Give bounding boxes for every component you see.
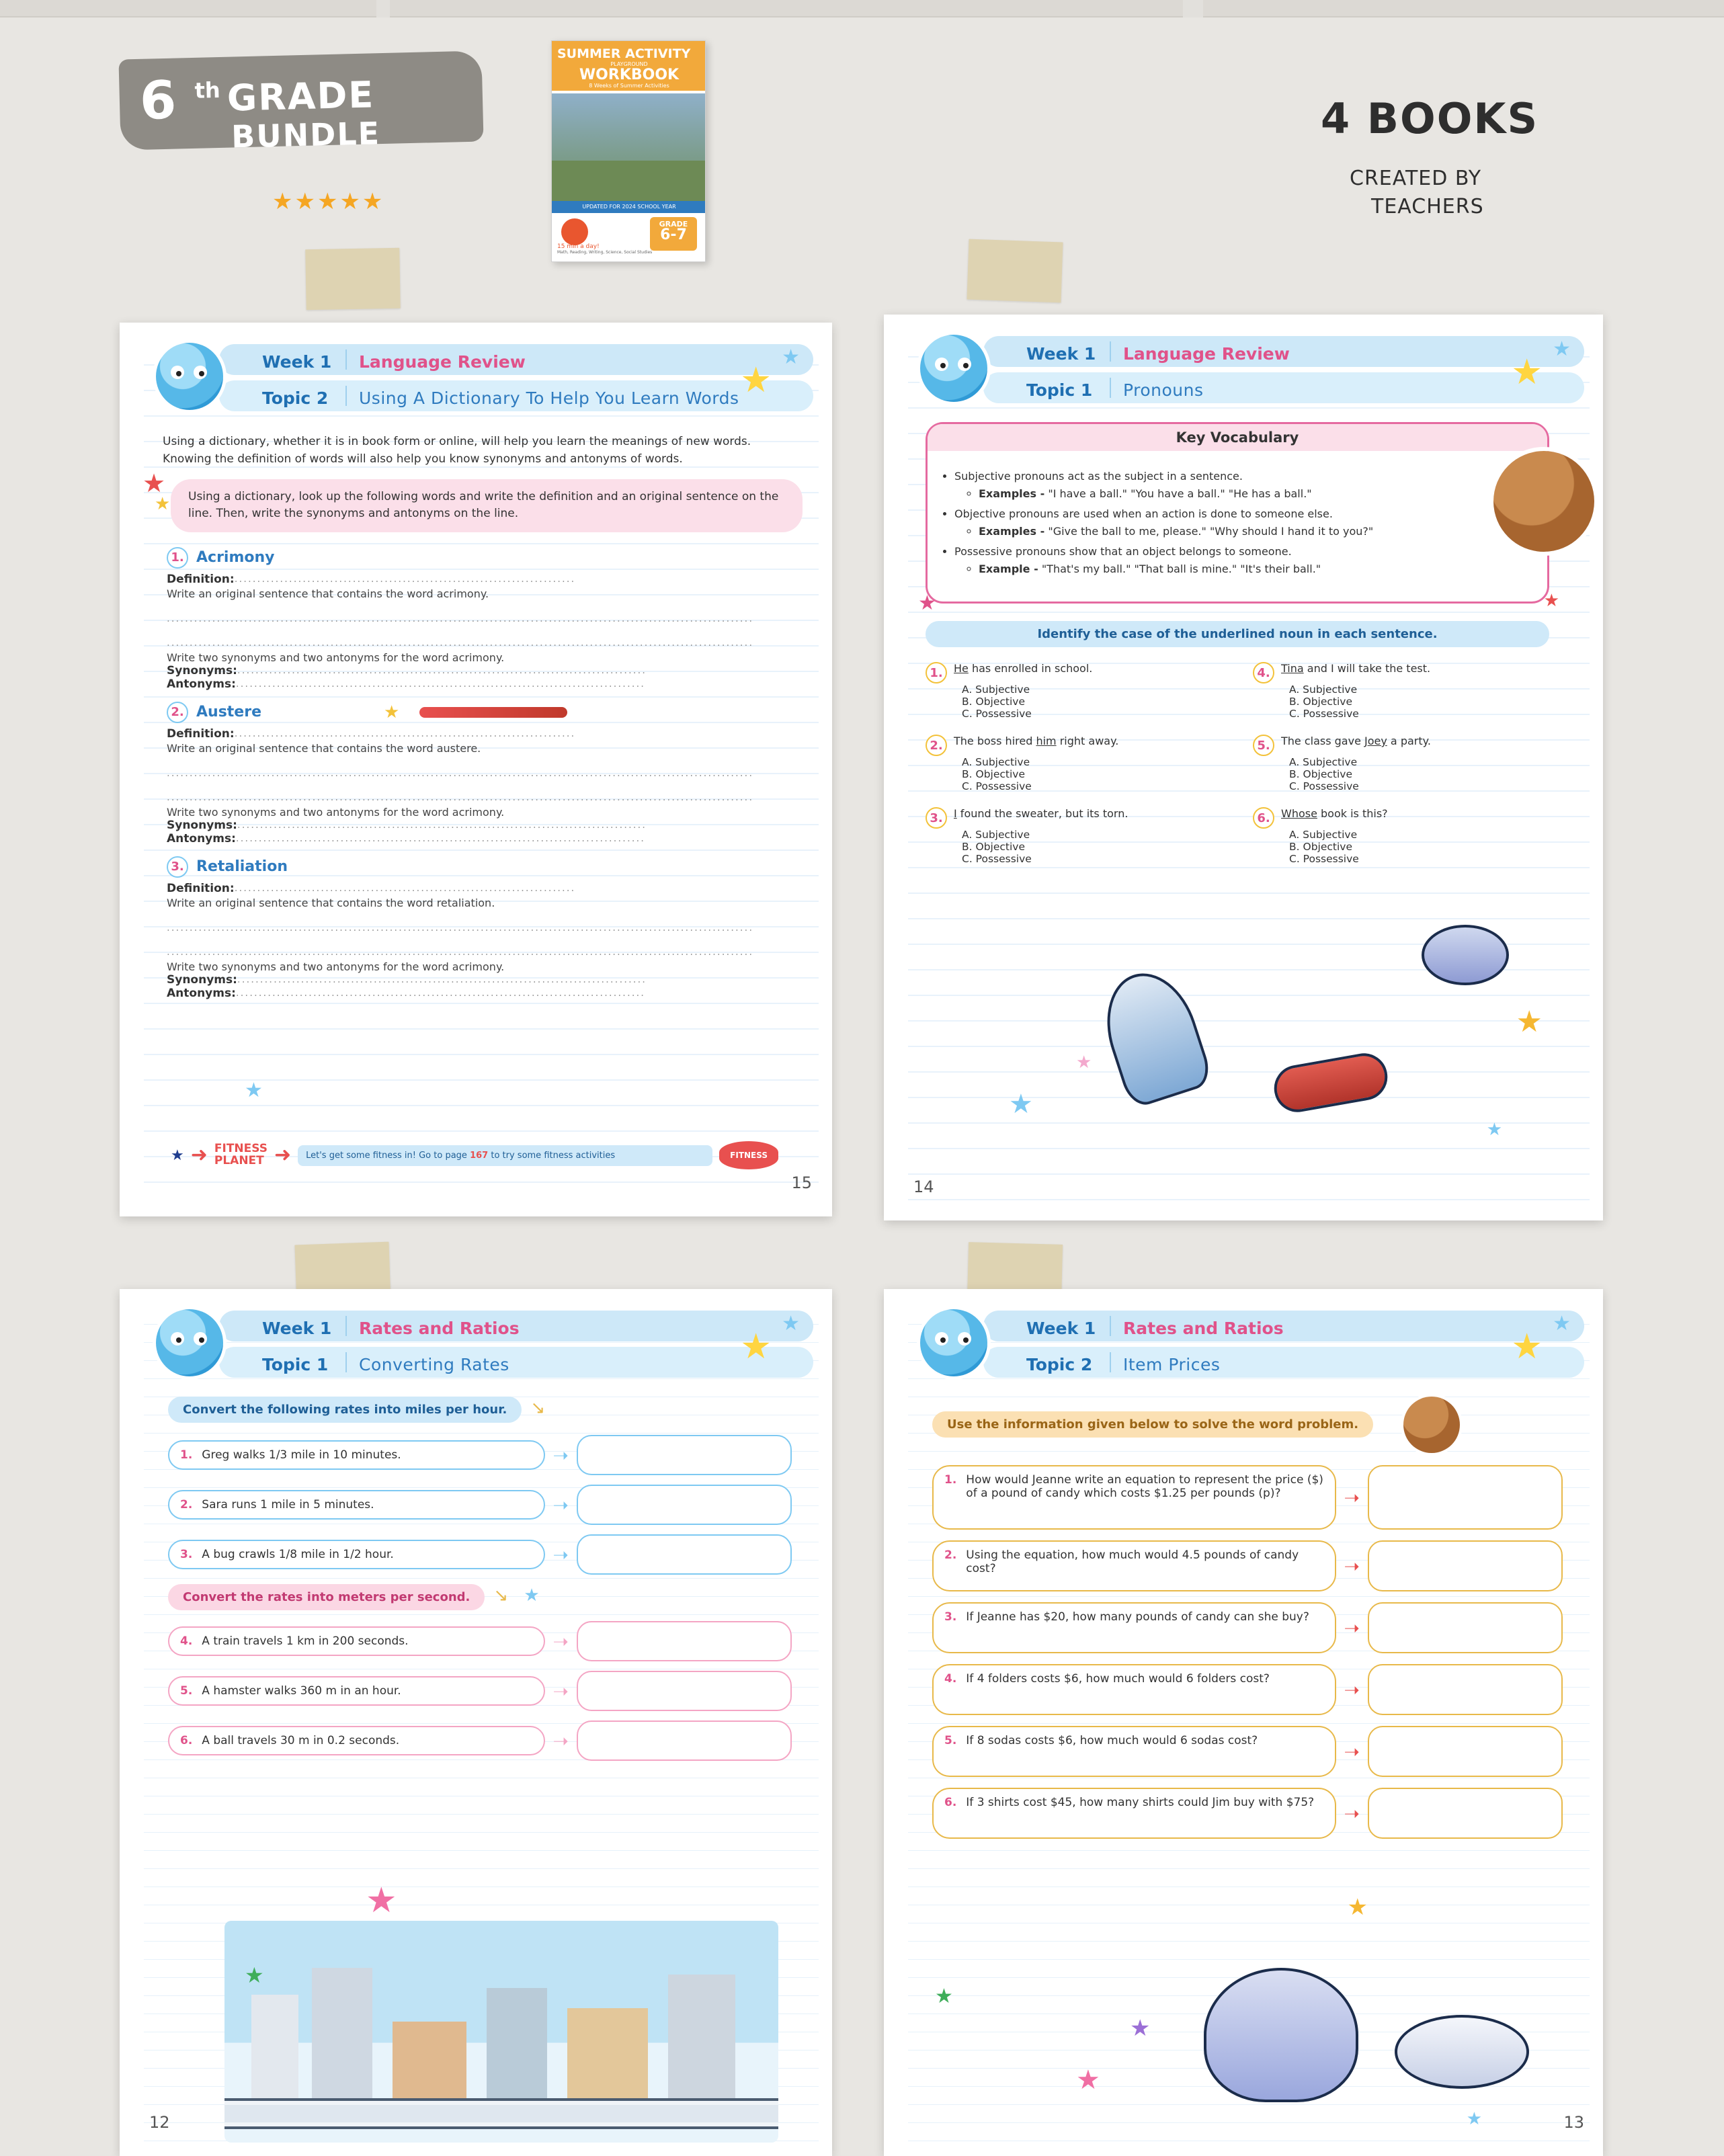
star-gold-icon: ★ bbox=[1516, 1005, 1543, 1039]
ufo-icon bbox=[1204, 1968, 1358, 2102]
question-text: How would Jeanne write an equation to represent the price ($) of a pound of candy which costs $1.25 per pounds (p)? bbox=[966, 1473, 1323, 1500]
option-a[interactable]: A. Subjective bbox=[1289, 829, 1358, 841]
question-text: If Jeanne has $20, how many pounds of candy can she buy? bbox=[966, 1610, 1309, 1624]
star-purple-icon: ★ bbox=[1130, 2015, 1151, 2042]
sentence-write-line-2[interactable]: ................................................................................................................................. bbox=[167, 636, 754, 649]
vocab-word: Acrimony bbox=[196, 549, 275, 567]
star-pink-icon: ★ bbox=[1076, 1052, 1092, 1073]
topic-label: Topic 2 bbox=[262, 388, 329, 408]
option-c[interactable]: C. Possessive bbox=[962, 780, 1032, 792]
books-count-title: 4 BOOKS bbox=[1321, 94, 1539, 143]
question-number: 5. bbox=[944, 1734, 957, 1747]
arrow-right-icon-2: ➜ bbox=[274, 1143, 292, 1167]
question-text: A hamster walks 360 m in an hour. bbox=[202, 1684, 401, 1698]
item-number: 1. bbox=[167, 547, 188, 569]
vocab-item bbox=[167, 547, 800, 691]
option-c[interactable]: C. Possessive bbox=[962, 708, 1032, 720]
q-after: right away. bbox=[1056, 735, 1119, 747]
workbook-cover-image bbox=[551, 40, 706, 262]
q-after: a party. bbox=[1387, 735, 1431, 747]
fitness-footer bbox=[171, 1141, 778, 1169]
q-underlined: Whose bbox=[1281, 807, 1317, 820]
star-red-icon: ★ bbox=[1543, 591, 1559, 611]
cover-grade-value: 6-7 bbox=[660, 226, 687, 243]
synonyms-write-line[interactable]: .......................................................................................... bbox=[237, 972, 647, 985]
option-b[interactable]: B. Objective bbox=[962, 696, 1025, 708]
created-by-line1: CREATED BY bbox=[1350, 167, 1482, 190]
definition-write-line[interactable]: ........................................................................... bbox=[234, 572, 576, 585]
header-divider-2 bbox=[1110, 1352, 1111, 1372]
definition-label: Definition: bbox=[167, 727, 235, 741]
star-blue-icon: ★ bbox=[524, 1585, 540, 1606]
kv-sub-label: Example - bbox=[979, 563, 1038, 575]
option-c[interactable]: C. Possessive bbox=[1289, 780, 1359, 792]
question-block bbox=[1253, 735, 1563, 792]
tape-top-left bbox=[305, 248, 401, 310]
synonyms-label: Synonyms: bbox=[167, 818, 237, 832]
syn-ant-prompt: Write two synonyms and two antonyms for the word acrimony. bbox=[167, 960, 505, 973]
question-text bbox=[1281, 807, 1388, 820]
synonyms-write-line[interactable]: .......................................................................................... bbox=[237, 663, 647, 676]
star-navy-icon: ★ bbox=[171, 1147, 184, 1164]
question-number: 4. bbox=[1253, 662, 1274, 683]
option-c[interactable]: C. Possessive bbox=[962, 853, 1032, 865]
question-block bbox=[926, 662, 1235, 720]
question-row bbox=[932, 1664, 1563, 1715]
header-divider-2 bbox=[345, 386, 347, 406]
arrow-right-icon: ➝ bbox=[552, 1543, 569, 1566]
key-vocabulary-box bbox=[918, 422, 1559, 615]
question-row bbox=[168, 1720, 792, 1761]
grade-ordinal: th bbox=[194, 77, 221, 103]
star-blue-icon: ★ bbox=[1553, 1312, 1571, 1335]
sentence-prompt: Write an original sentence that contains the word austere. bbox=[167, 741, 481, 755]
cover-title-4: 8 Weeks of Summer Activities bbox=[589, 83, 669, 89]
question-text bbox=[954, 807, 1128, 820]
synonyms-write-line[interactable]: .......................................................................................... bbox=[237, 818, 647, 831]
arrow-right-icon: ➜ bbox=[190, 1143, 208, 1167]
option-a[interactable]: A. Subjective bbox=[1289, 683, 1358, 696]
star-blue-icon: ★ bbox=[1553, 337, 1571, 361]
fitness-brand bbox=[214, 1143, 268, 1167]
arrow-right-icon: ➝ bbox=[1344, 1554, 1360, 1577]
top-decoration-strip bbox=[0, 0, 1724, 17]
bundle-word: BUNDLE bbox=[231, 115, 381, 155]
worksheet-page-language-topic2 bbox=[120, 323, 832, 1216]
kv-sub-label: Examples - bbox=[979, 525, 1045, 538]
page-header bbox=[144, 340, 819, 421]
question-row bbox=[168, 1485, 792, 1525]
question-text: If 3 shirts cost $45, how many shirts could Jim buy with $75? bbox=[966, 1796, 1315, 1809]
mascot-icon bbox=[156, 1309, 223, 1376]
question-number: 3. bbox=[180, 1548, 193, 1561]
fitness-note-c: to try some fitness activities bbox=[491, 1150, 616, 1161]
question-number: 2. bbox=[926, 735, 947, 756]
question-block bbox=[926, 807, 1235, 865]
arrow-right-icon: ➝ bbox=[552, 1729, 569, 1752]
kv-sub bbox=[979, 561, 1528, 577]
definition-label: Definition: bbox=[167, 572, 235, 586]
fitness-note-a: Let's get some fitness in! Go to page bbox=[306, 1150, 467, 1161]
answer-box[interactable] bbox=[577, 1621, 792, 1661]
answer-box[interactable] bbox=[1368, 1540, 1563, 1591]
star-gold-icon: ★ bbox=[384, 702, 400, 722]
directions-chip-2: Convert the rates into meters per second. bbox=[168, 1584, 485, 1610]
star-blue-icon: ★ bbox=[1009, 1089, 1033, 1120]
question-row bbox=[932, 1465, 1563, 1530]
question-number: 2. bbox=[180, 1498, 193, 1511]
page-sheet bbox=[908, 1307, 1590, 2143]
cover-grade-label: GRADE bbox=[659, 220, 688, 229]
arrow-right-icon: ➝ bbox=[1344, 1678, 1360, 1701]
option-a[interactable]: A. Subjective bbox=[962, 756, 1030, 768]
sentence-prompt: Write an original sentence that contains the word acrimony. bbox=[167, 587, 489, 600]
question-row bbox=[168, 1435, 792, 1475]
header-divider-1 bbox=[1110, 1316, 1111, 1336]
definition-label: Definition: bbox=[167, 881, 235, 895]
kv-main: Possessive pronouns show that an object belongs to someone. bbox=[954, 545, 1292, 558]
city-illustration bbox=[224, 1921, 778, 2143]
q-underlined: Tina bbox=[1281, 662, 1304, 675]
star-yellow-icon: ★ bbox=[740, 360, 772, 401]
created-by-line2: TEACHERS bbox=[1371, 195, 1484, 218]
grade-bundle-badge bbox=[118, 50, 483, 155]
star-gold-icon: ★ bbox=[155, 493, 171, 514]
star-green-icon: ★ bbox=[245, 1962, 264, 1988]
header-divider-1 bbox=[1110, 341, 1111, 362]
rocket-blue-icon bbox=[1092, 962, 1215, 1110]
option-c[interactable]: C. Possessive bbox=[1289, 708, 1359, 720]
vocab-word: Austere bbox=[196, 704, 261, 721]
cover-update-strip: UPDATED FOR 2024 SCHOOL YEAR bbox=[552, 201, 706, 213]
option-b[interactable]: B. Objective bbox=[1289, 696, 1352, 708]
page-number: 14 bbox=[913, 1177, 934, 1196]
answer-box[interactable] bbox=[1368, 1602, 1563, 1653]
subject-label: Language Review bbox=[359, 352, 526, 372]
q-underlined: I bbox=[954, 807, 957, 820]
page-header bbox=[908, 1307, 1590, 1387]
page-number: 15 bbox=[791, 1173, 812, 1192]
answer-box[interactable] bbox=[577, 1485, 792, 1525]
page-sheet bbox=[908, 332, 1590, 1207]
spaceship-icon bbox=[1395, 2015, 1529, 2089]
sentence-write-line-1[interactable]: ................................................................................................................................. bbox=[167, 921, 754, 934]
sentence-write-line-2[interactable]: ................................................................................................................................. bbox=[167, 945, 754, 958]
question-block bbox=[1253, 807, 1563, 865]
rocket-decoration bbox=[419, 707, 567, 718]
cover-title-3: WORKBOOK bbox=[579, 67, 680, 83]
topic-title: Using A Dictionary To Help You Learn Words bbox=[359, 388, 739, 408]
vocab-word: Retaliation bbox=[196, 858, 288, 876]
q-underlined: Joey bbox=[1364, 735, 1387, 747]
key-vocabulary-title: Key Vocabulary bbox=[928, 424, 1547, 451]
star-blue-icon-2: ★ bbox=[1466, 2109, 1482, 2129]
key-vocabulary-item bbox=[954, 468, 1528, 502]
option-b[interactable]: B. Objective bbox=[962, 841, 1025, 853]
page-sheet bbox=[144, 340, 819, 1203]
question-number: 4. bbox=[180, 1634, 193, 1648]
answer-box[interactable] bbox=[577, 1720, 792, 1761]
synonyms-label: Synonyms: bbox=[167, 663, 237, 677]
question-row bbox=[168, 1621, 792, 1661]
week-label: Week 1 bbox=[262, 1319, 332, 1338]
option-a[interactable]: A. Subjective bbox=[962, 683, 1030, 696]
fitness-badge: FITNESS bbox=[719, 1141, 778, 1169]
topic-title: Pronouns bbox=[1123, 380, 1204, 400]
antonyms-label: Antonyms: bbox=[167, 986, 236, 1000]
option-a[interactable]: A. Subjective bbox=[1289, 756, 1358, 768]
topic-label: Topic 1 bbox=[1026, 380, 1093, 400]
q-after: found the sweater, but its torn. bbox=[956, 807, 1128, 820]
grade-number: 6 bbox=[138, 70, 177, 132]
antonyms-label: Antonyms: bbox=[167, 831, 236, 845]
star-pink-icon: ★ bbox=[366, 1880, 397, 1921]
question-text: A train travels 1 km in 200 seconds. bbox=[202, 1634, 409, 1648]
question-text: Sara runs 1 mile in 5 minutes. bbox=[202, 1498, 374, 1511]
answer-box[interactable] bbox=[1368, 1664, 1563, 1715]
mascot-icon bbox=[156, 343, 223, 410]
cover-minutes bbox=[557, 243, 652, 255]
directions-chip: Identify the case of the underlined noun in each sentence. bbox=[926, 621, 1549, 647]
cover-minutes-sub: Math, Reading, Writing, Science, Social Studies bbox=[557, 250, 653, 255]
week-label: Week 1 bbox=[262, 352, 332, 372]
answer-box[interactable] bbox=[577, 1534, 792, 1575]
page-sheet bbox=[144, 1307, 819, 2143]
header-divider-2 bbox=[1110, 378, 1111, 398]
cover-title-2: PLAYGROUND bbox=[610, 61, 648, 67]
synonyms-label: Synonyms: bbox=[167, 972, 237, 987]
kv-main: Objective pronouns are used when an action is done to someone else. bbox=[954, 507, 1333, 520]
q-before: The class gave bbox=[1281, 735, 1365, 747]
worksheet-page-rates-topic2 bbox=[884, 1289, 1603, 2156]
answer-box[interactable] bbox=[577, 1435, 792, 1475]
definition-write-line[interactable]: ........................................................................... bbox=[234, 881, 576, 894]
worksheet-page-rates-topic1 bbox=[120, 1289, 832, 2156]
star-red-icon: ★ bbox=[142, 468, 166, 498]
syn-ant-prompt: Write two synonyms and two antonyms for the word acrimony. bbox=[167, 805, 505, 819]
arrow-right-icon: ➝ bbox=[552, 1680, 569, 1702]
q-after: and I will take the test. bbox=[1303, 662, 1431, 675]
topic-label: Topic 2 bbox=[1026, 1355, 1093, 1374]
star-blue-icon: ★ bbox=[782, 1312, 800, 1335]
star-yellow-icon: ★ bbox=[1511, 1327, 1543, 1367]
directions-box: Using a dictionary, look up the following words and write the definition and an original sentence on the line. Then, write the synonyms and antonyms on the line. bbox=[171, 479, 803, 532]
antonyms-write-line[interactable]: .......................................................................................... bbox=[235, 831, 646, 844]
question-text: If 4 folders costs $6, how much would 6 folders cost? bbox=[966, 1672, 1270, 1686]
kv-sub-text: "That's my ball." "That ball is mine." "It's their ball." bbox=[1041, 563, 1321, 575]
curved-arrow-icon: ↘ bbox=[530, 1398, 546, 1418]
sentence-write-line-2[interactable]: ................................................................................................................................. bbox=[167, 790, 754, 803]
header-divider-1 bbox=[345, 349, 347, 370]
star-yellow-icon: ★ bbox=[740, 1327, 772, 1367]
vocab-item bbox=[167, 856, 800, 1000]
topic-label: Topic 1 bbox=[262, 1355, 329, 1374]
week-label: Week 1 bbox=[1026, 1319, 1096, 1338]
star-pink-icon: ★ bbox=[1076, 2065, 1100, 2096]
syn-ant-prompt: Write two synonyms and two antonyms for the word acrimony. bbox=[167, 651, 505, 664]
fitness-note bbox=[298, 1145, 712, 1166]
question-text: If 8 sodas costs $6, how much would 6 sodas cost? bbox=[966, 1734, 1258, 1747]
ufo-icon bbox=[1422, 925, 1509, 985]
question-text: A ball travels 30 m in 0.2 seconds. bbox=[202, 1734, 400, 1747]
page-number: 13 bbox=[1563, 2113, 1584, 2132]
fitness-page-number: 167 bbox=[470, 1150, 489, 1161]
option-b[interactable]: B. Objective bbox=[962, 768, 1025, 780]
mascot-icon bbox=[920, 335, 987, 402]
tape-top-right bbox=[967, 239, 1063, 303]
option-b[interactable]: B. Objective bbox=[1289, 841, 1352, 853]
question-number: 1. bbox=[926, 662, 947, 683]
page-header bbox=[908, 332, 1590, 413]
fitness-brand-line2: PLANET bbox=[214, 1154, 264, 1167]
arrow-right-icon: ➝ bbox=[552, 1444, 569, 1466]
intro-paragraph: Using a dictionary, whether it is in book form or online, will help you learn the meanings of new words. Knowing the definition of words will also help you know synonyms and antonyms of words. bbox=[163, 435, 751, 466]
topic-title: Converting Rates bbox=[359, 1355, 509, 1374]
q-after: has enrolled in school. bbox=[968, 662, 1093, 675]
question-text bbox=[1281, 662, 1430, 675]
topic-title: Item Prices bbox=[1123, 1355, 1221, 1374]
question-number: 1. bbox=[944, 1473, 957, 1487]
question-number: 5. bbox=[180, 1684, 193, 1698]
question-text bbox=[1281, 735, 1431, 747]
subject-label: Rates and Ratios bbox=[359, 1319, 520, 1338]
question-row bbox=[932, 1788, 1563, 1839]
kv-main: Subjective pronouns act as the subject in a sentence. bbox=[954, 470, 1243, 483]
question-block bbox=[926, 735, 1235, 792]
grade-word: GRADE bbox=[227, 73, 376, 120]
q-before: The boss hired bbox=[954, 735, 1036, 747]
planet-mascot-icon bbox=[1493, 451, 1594, 552]
page-number: 12 bbox=[149, 2113, 170, 2132]
arrow-right-icon: ➝ bbox=[1344, 1486, 1360, 1509]
question-row bbox=[168, 1671, 792, 1711]
option-c[interactable]: C. Possessive bbox=[1289, 853, 1359, 865]
question-number: 1. bbox=[180, 1448, 193, 1462]
antonyms-write-line[interactable]: .......................................................................................... bbox=[235, 986, 646, 999]
question-number: 3. bbox=[926, 807, 947, 829]
antonyms-write-line[interactable]: .......................................................................................... bbox=[235, 677, 646, 690]
star-yellow-icon: ★ bbox=[1511, 352, 1543, 392]
header-divider-2 bbox=[345, 1352, 347, 1372]
definition-write-line[interactable]: ........................................................................... bbox=[234, 727, 576, 739]
star-pink-icon: ★ bbox=[918, 591, 936, 615]
question-number: 2. bbox=[944, 1548, 957, 1562]
arrow-right-icon: ➝ bbox=[1344, 1616, 1360, 1639]
arrow-right-icon: ➝ bbox=[1344, 1802, 1360, 1825]
question-number: 6. bbox=[944, 1796, 957, 1809]
arrow-right-icon: ➝ bbox=[552, 1630, 569, 1653]
q-underlined: He bbox=[954, 662, 969, 675]
star-blue-icon-2: ★ bbox=[1486, 1120, 1502, 1140]
question-text bbox=[954, 735, 1118, 747]
question-number: 5. bbox=[1253, 735, 1274, 756]
directions-chip-1: Convert the following rates into miles per hour. bbox=[168, 1397, 522, 1423]
star-blue-icon: ★ bbox=[782, 345, 800, 369]
kv-sub bbox=[979, 524, 1528, 540]
q-after: book is this? bbox=[1317, 807, 1388, 820]
star-green-icon: ★ bbox=[935, 1985, 953, 2008]
subject-label: Rates and Ratios bbox=[1123, 1319, 1284, 1338]
question-text bbox=[954, 662, 1092, 675]
curved-arrow-icon-2: ↘ bbox=[493, 1585, 509, 1606]
question-text: A bug crawls 1/8 mile in 1/2 hour. bbox=[202, 1548, 394, 1561]
vocab-item bbox=[167, 702, 800, 845]
kv-sub bbox=[979, 486, 1528, 502]
cover-minutes-main: 15 min a day! bbox=[557, 243, 600, 250]
week-label: Week 1 bbox=[1026, 344, 1096, 364]
cover-logo bbox=[561, 218, 588, 245]
question-text: Greg walks 1/3 mile in 10 minutes. bbox=[202, 1448, 401, 1462]
key-vocabulary-item bbox=[954, 506, 1528, 540]
answer-box[interactable] bbox=[1368, 1788, 1563, 1839]
sentence-prompt: Write an original sentence that contains the word retaliation. bbox=[167, 896, 495, 909]
directions-chip: Use the information given below to solve the word problem. bbox=[932, 1411, 1373, 1438]
mascot-icon bbox=[920, 1309, 987, 1376]
cover-photo bbox=[552, 93, 706, 201]
header-divider-1 bbox=[345, 1316, 347, 1336]
question-block bbox=[1253, 662, 1563, 720]
question-text: Using the equation, how much would 4.5 pounds of candy cost? bbox=[966, 1548, 1299, 1575]
page-header bbox=[144, 1307, 819, 1387]
arrow-right-icon: ➝ bbox=[1344, 1740, 1360, 1763]
key-vocabulary-list bbox=[928, 462, 1547, 591]
antonyms-label: Antonyms: bbox=[167, 677, 236, 691]
answer-box[interactable] bbox=[1368, 1465, 1563, 1530]
question-row bbox=[932, 1540, 1563, 1591]
answer-box[interactable] bbox=[1368, 1726, 1563, 1777]
arrow-right-icon: ➝ bbox=[552, 1493, 569, 1516]
cover-grade-badge bbox=[650, 217, 697, 251]
question-number: 3. bbox=[944, 1610, 957, 1624]
item-number: 3. bbox=[167, 856, 188, 878]
answer-box[interactable] bbox=[577, 1671, 792, 1711]
rocket-red-icon bbox=[1270, 1050, 1391, 1116]
question-number: 6. bbox=[1253, 807, 1274, 829]
question-number: 6. bbox=[180, 1734, 193, 1747]
q-underlined: him bbox=[1036, 735, 1057, 747]
worksheet-page-language-topic1 bbox=[884, 315, 1603, 1220]
subject-label: Language Review bbox=[1123, 344, 1290, 364]
question-row bbox=[168, 1534, 792, 1575]
planet-icon bbox=[1403, 1397, 1460, 1453]
key-vocabulary-item bbox=[954, 544, 1528, 577]
kv-sub-text: "I have a ball." "You have a ball." "He has a ball." bbox=[1048, 487, 1312, 500]
item-number: 2. bbox=[167, 702, 188, 723]
cover-title-1: SUMMER ACTIVITY bbox=[557, 46, 691, 61]
question-row bbox=[932, 1726, 1563, 1777]
option-a[interactable]: A. Subjective bbox=[962, 829, 1030, 841]
star-blue-icon: ★ bbox=[245, 1079, 263, 1102]
star-gold-icon: ★ bbox=[1347, 1894, 1368, 1921]
option-b[interactable]: B. Objective bbox=[1289, 768, 1352, 780]
fitness-brand-line1: FITNESS bbox=[214, 1142, 268, 1156]
question-row bbox=[932, 1602, 1563, 1653]
sentence-write-line-1[interactable]: ................................................................................................................................. bbox=[167, 612, 754, 624]
sentence-write-line-1[interactable]: ................................................................................................................................. bbox=[167, 766, 754, 779]
kv-sub-text: "Give the ball to me, please." "Why should I hand it to you?" bbox=[1048, 525, 1374, 538]
question-number: 4. bbox=[944, 1672, 957, 1686]
kv-sub-label: Examples - bbox=[979, 487, 1045, 500]
rating-stars: ★★★★★ bbox=[272, 188, 385, 215]
